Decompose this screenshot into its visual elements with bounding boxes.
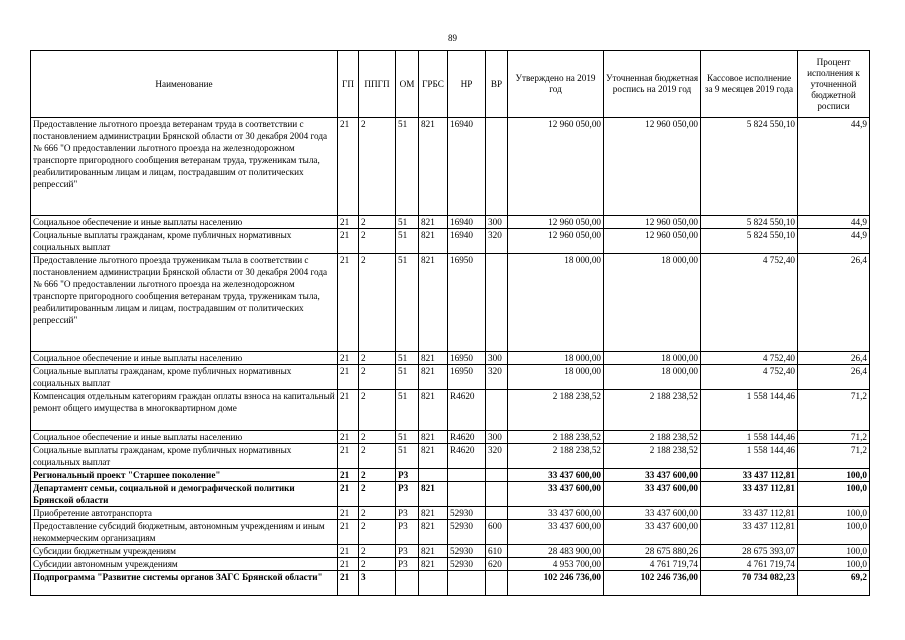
row-vr-cell bbox=[486, 571, 508, 596]
row-approved-cell: 33 437 600,00 bbox=[508, 482, 604, 507]
header-om: ОМ bbox=[396, 51, 419, 118]
row-grbs-cell: 821 bbox=[419, 507, 448, 520]
row-name-cell: Региональный проект "Старшее поколение" bbox=[31, 469, 338, 482]
row-om-cell: 51 bbox=[396, 444, 419, 469]
row-om-cell: 51 bbox=[396, 229, 419, 254]
row-nr-cell bbox=[448, 482, 486, 507]
row-revised-cell: 18 000,00 bbox=[604, 254, 701, 352]
row-grbs-cell: 821 bbox=[419, 558, 448, 571]
row-vr-cell: 600 bbox=[486, 520, 508, 545]
row-revised-cell: 12 960 050,00 bbox=[604, 216, 701, 229]
row-grbs-cell bbox=[419, 469, 448, 482]
row-approved-cell: 12 960 050,00 bbox=[508, 216, 604, 229]
row-percent-cell: 71,2 bbox=[798, 390, 870, 431]
row-vr-cell bbox=[486, 390, 508, 431]
row-nr-cell: R4620 bbox=[448, 431, 486, 444]
row-om-cell: P3 bbox=[396, 520, 419, 545]
row-gp-cell: 21 bbox=[338, 545, 359, 558]
row-ppgp-cell: 2 bbox=[359, 558, 396, 571]
row-gp-cell: 21 bbox=[338, 558, 359, 571]
header-name: Наименование bbox=[31, 51, 338, 118]
row-percent-cell: 100,0 bbox=[798, 520, 870, 545]
row-cash-cell: 1 558 144,46 bbox=[701, 390, 798, 431]
row-grbs-cell: 821 bbox=[419, 390, 448, 431]
row-percent-cell: 44,9 bbox=[798, 118, 870, 216]
row-revised-cell: 2 188 238,52 bbox=[604, 431, 701, 444]
row-name-cell: Субсидии бюджетным учреждениям bbox=[31, 545, 338, 558]
row-vr-cell: 320 bbox=[486, 365, 508, 390]
row-revised-cell: 33 437 600,00 bbox=[604, 520, 701, 545]
header-cash: Кассовое исполнение за 9 месяцев 2019 года bbox=[701, 51, 798, 118]
table-row bbox=[31, 444, 870, 469]
row-gp-cell: 21 bbox=[338, 507, 359, 520]
row-approved-cell: 18 000,00 bbox=[508, 254, 604, 352]
row-om-cell: 51 bbox=[396, 254, 419, 352]
row-nr-cell: 16940 bbox=[448, 216, 486, 229]
row-name-cell: Предоставление льготного проезда ветеранам труда в соответствии с постановлением администрации Брянской области от 30 декабря 2004 года № 666 "О предоставлении льготного проезда на железнодорожном транспорте пригородного сообщения ветеранам труда, труженикам тыла, реабилитированным лицам и лицам, пострадавшим от политических репрессий" bbox=[31, 118, 338, 216]
row-om-cell: P3 bbox=[396, 558, 419, 571]
row-gp-cell: 21 bbox=[338, 118, 359, 216]
row-gp-cell: 21 bbox=[338, 352, 359, 365]
row-percent-cell: 71,2 bbox=[798, 444, 870, 469]
row-name-cell: Компенсация отдельным категориям граждан оплаты взноса на капитальный ремонт общего имущества в многоквартирном доме bbox=[31, 390, 338, 431]
row-revised-cell: 18 000,00 bbox=[604, 352, 701, 365]
row-revised-cell: 28 675 880,26 bbox=[604, 545, 701, 558]
row-nr-cell: 52930 bbox=[448, 545, 486, 558]
row-name-cell: Департамент семьи, социальной и демографической политики Брянской области bbox=[31, 482, 338, 507]
header-revised: Уточненная бюджетная роспись на 2019 год bbox=[604, 51, 701, 118]
row-percent-cell: 100,0 bbox=[798, 545, 870, 558]
row-cash-cell: 4 761 719,74 bbox=[701, 558, 798, 571]
row-gp-cell: 21 bbox=[338, 365, 359, 390]
row-revised-cell: 2 188 238,52 bbox=[604, 390, 701, 431]
row-cash-cell: 33 437 112,81 bbox=[701, 469, 798, 482]
row-nr-cell: 16940 bbox=[448, 229, 486, 254]
row-grbs-cell: 821 bbox=[419, 444, 448, 469]
table-body bbox=[31, 118, 870, 596]
row-gp-cell: 21 bbox=[338, 390, 359, 431]
row-nr-cell: 52930 bbox=[448, 558, 486, 571]
row-vr-cell bbox=[486, 118, 508, 216]
row-ppgp-cell: 2 bbox=[359, 520, 396, 545]
row-name-cell: Подпрограмма "Развитие системы органов ЗАГС Брянской области" bbox=[31, 571, 338, 596]
row-percent-cell: 100,0 bbox=[798, 507, 870, 520]
row-om-cell bbox=[396, 571, 419, 596]
header-approved: Утверждено на 2019 год bbox=[508, 51, 604, 118]
row-vr-cell: 300 bbox=[486, 352, 508, 365]
row-approved-cell: 12 960 050,00 bbox=[508, 118, 604, 216]
table-header-row bbox=[31, 51, 870, 118]
row-grbs-cell bbox=[419, 571, 448, 596]
row-revised-cell: 102 246 736,00 bbox=[604, 571, 701, 596]
row-ppgp-cell: 2 bbox=[359, 482, 396, 507]
row-nr-cell: 16950 bbox=[448, 352, 486, 365]
row-cash-cell: 5 824 550,10 bbox=[701, 118, 798, 216]
table-row bbox=[31, 482, 870, 507]
header-nr: НР bbox=[448, 51, 486, 118]
row-revised-cell: 33 437 600,00 bbox=[604, 507, 701, 520]
row-vr-cell: 610 bbox=[486, 545, 508, 558]
row-name-cell: Социальные выплаты гражданам, кроме публичных нормативных социальных выплат bbox=[31, 365, 338, 390]
row-nr-cell: 16950 bbox=[448, 365, 486, 390]
row-ppgp-cell: 2 bbox=[359, 469, 396, 482]
row-vr-cell bbox=[486, 469, 508, 482]
row-cash-cell: 1 558 144,46 bbox=[701, 431, 798, 444]
row-grbs-cell: 821 bbox=[419, 482, 448, 507]
row-nr-cell: 16950 bbox=[448, 254, 486, 352]
row-cash-cell: 4 752,40 bbox=[701, 352, 798, 365]
row-om-cell: 51 bbox=[396, 390, 419, 431]
row-gp-cell: 21 bbox=[338, 216, 359, 229]
row-name-cell: Социальное обеспечение и иные выплаты населению bbox=[31, 431, 338, 444]
row-cash-cell: 4 752,40 bbox=[701, 254, 798, 352]
table-row bbox=[31, 216, 870, 229]
table-row bbox=[31, 352, 870, 365]
row-cash-cell: 5 824 550,10 bbox=[701, 229, 798, 254]
row-om-cell: P3 bbox=[396, 482, 419, 507]
row-ppgp-cell: 2 bbox=[359, 444, 396, 469]
row-revised-cell: 4 761 719,74 bbox=[604, 558, 701, 571]
row-revised-cell: 33 437 600,00 bbox=[604, 482, 701, 507]
row-approved-cell: 18 000,00 bbox=[508, 365, 604, 390]
row-grbs-cell: 821 bbox=[419, 545, 448, 558]
row-gp-cell: 21 bbox=[338, 431, 359, 444]
page-number: 89 bbox=[448, 33, 457, 43]
row-percent-cell: 100,0 bbox=[798, 558, 870, 571]
row-nr-cell: 16940 bbox=[448, 118, 486, 216]
table-row bbox=[31, 365, 870, 390]
row-grbs-cell: 821 bbox=[419, 118, 448, 216]
row-approved-cell: 2 188 238,52 bbox=[508, 390, 604, 431]
row-name-cell: Социальные выплаты гражданам, кроме публичных нормативных социальных выплат bbox=[31, 229, 338, 254]
row-name-cell: Социальные выплаты гражданам, кроме публичных нормативных социальных выплат bbox=[31, 444, 338, 469]
row-vr-cell: 300 bbox=[486, 216, 508, 229]
row-ppgp-cell: 2 bbox=[359, 507, 396, 520]
table-row bbox=[31, 469, 870, 482]
row-percent-cell: 44,9 bbox=[798, 216, 870, 229]
row-nr-cell: R4620 bbox=[448, 444, 486, 469]
row-revised-cell: 12 960 050,00 bbox=[604, 118, 701, 216]
row-grbs-cell: 821 bbox=[419, 365, 448, 390]
row-gp-cell: 21 bbox=[338, 444, 359, 469]
header-gp: ГП bbox=[338, 51, 359, 118]
header-percent: Процент исполнения к уточненной бюджетной росписи bbox=[798, 51, 870, 118]
table-row bbox=[31, 507, 870, 520]
row-ppgp-cell: 2 bbox=[359, 390, 396, 431]
row-ppgp-cell: 2 bbox=[359, 229, 396, 254]
row-ppgp-cell: 2 bbox=[359, 365, 396, 390]
row-om-cell: P3 bbox=[396, 545, 419, 558]
row-approved-cell: 2 188 238,52 bbox=[508, 431, 604, 444]
table-row bbox=[31, 118, 870, 216]
row-name-cell: Субсидии автономным учреждениям bbox=[31, 558, 338, 571]
row-revised-cell: 18 000,00 bbox=[604, 365, 701, 390]
row-om-cell: 51 bbox=[396, 118, 419, 216]
row-ppgp-cell: 2 bbox=[359, 352, 396, 365]
header-vr: ВР bbox=[486, 51, 508, 118]
table-row bbox=[31, 431, 870, 444]
row-percent-cell: 26,4 bbox=[798, 352, 870, 365]
row-gp-cell: 21 bbox=[338, 520, 359, 545]
row-cash-cell: 33 437 112,81 bbox=[701, 520, 798, 545]
row-ppgp-cell: 2 bbox=[359, 254, 396, 352]
row-ppgp-cell: 2 bbox=[359, 118, 396, 216]
row-gp-cell: 21 bbox=[338, 469, 359, 482]
table-row bbox=[31, 254, 870, 352]
row-om-cell: P3 bbox=[396, 507, 419, 520]
table-row bbox=[31, 229, 870, 254]
row-grbs-cell: 821 bbox=[419, 352, 448, 365]
row-nr-cell bbox=[448, 571, 486, 596]
row-nr-cell: 52930 bbox=[448, 507, 486, 520]
budget-table bbox=[30, 50, 870, 596]
row-name-cell: Предоставление субсидий бюджетным, автономным учреждениям и иным некоммерческим организациям bbox=[31, 520, 338, 545]
row-approved-cell: 4 953 700,00 bbox=[508, 558, 604, 571]
row-cash-cell: 1 558 144,46 bbox=[701, 444, 798, 469]
row-om-cell: P3 bbox=[396, 469, 419, 482]
row-om-cell: 51 bbox=[396, 431, 419, 444]
row-revised-cell: 2 188 238,52 bbox=[604, 444, 701, 469]
row-om-cell: 51 bbox=[396, 365, 419, 390]
row-percent-cell: 69,2 bbox=[798, 571, 870, 596]
row-name-cell: Социальное обеспечение и иные выплаты населению bbox=[31, 352, 338, 365]
row-gp-cell: 21 bbox=[338, 482, 359, 507]
row-cash-cell: 33 437 112,81 bbox=[701, 482, 798, 507]
row-grbs-cell: 821 bbox=[419, 431, 448, 444]
table-row bbox=[31, 558, 870, 571]
row-name-cell: Приобретение автотранспорта bbox=[31, 507, 338, 520]
row-gp-cell: 21 bbox=[338, 229, 359, 254]
header-grbs: ГРБС bbox=[419, 51, 448, 118]
row-approved-cell: 33 437 600,00 bbox=[508, 520, 604, 545]
table-row bbox=[31, 520, 870, 545]
row-revised-cell: 12 960 050,00 bbox=[604, 229, 701, 254]
row-om-cell: 51 bbox=[396, 352, 419, 365]
row-vr-cell bbox=[486, 254, 508, 352]
row-vr-cell: 320 bbox=[486, 444, 508, 469]
table-row bbox=[31, 571, 870, 596]
row-ppgp-cell: 3 bbox=[359, 571, 396, 596]
row-vr-cell bbox=[486, 482, 508, 507]
table-row bbox=[31, 390, 870, 431]
row-ppgp-cell: 2 bbox=[359, 216, 396, 229]
row-vr-cell bbox=[486, 507, 508, 520]
row-grbs-cell: 821 bbox=[419, 520, 448, 545]
row-gp-cell: 21 bbox=[338, 254, 359, 352]
header-ppgp: ППГП bbox=[359, 51, 396, 118]
row-cash-cell: 33 437 112,81 bbox=[701, 507, 798, 520]
row-nr-cell: 52930 bbox=[448, 520, 486, 545]
row-cash-cell: 5 824 550,10 bbox=[701, 216, 798, 229]
row-approved-cell: 33 437 600,00 bbox=[508, 469, 604, 482]
row-approved-cell: 28 483 900,00 bbox=[508, 545, 604, 558]
row-percent-cell: 100,0 bbox=[798, 482, 870, 507]
row-approved-cell: 18 000,00 bbox=[508, 352, 604, 365]
row-name-cell: Социальное обеспечение и иные выплаты населению bbox=[31, 216, 338, 229]
row-percent-cell: 26,4 bbox=[798, 254, 870, 352]
table-row bbox=[31, 545, 870, 558]
row-vr-cell: 300 bbox=[486, 431, 508, 444]
row-vr-cell: 320 bbox=[486, 229, 508, 254]
row-percent-cell: 100,0 bbox=[798, 469, 870, 482]
row-name-cell: Предоставление льготного проезда труженикам тыла в соответствии с постановлением администрации Брянской области от 30 декабря 2004 года № 666 "О предоставлении льготного проезда на железнодорожном транспорте пригородного сообщения ветеранам труда, труженикам тыла, реабилитированным лицам и лицам, пострадавшим от политических репрессий" bbox=[31, 254, 338, 352]
row-gp-cell: 21 bbox=[338, 571, 359, 596]
row-approved-cell: 33 437 600,00 bbox=[508, 507, 604, 520]
row-om-cell: 51 bbox=[396, 216, 419, 229]
row-percent-cell: 71,2 bbox=[798, 431, 870, 444]
row-approved-cell: 2 188 238,52 bbox=[508, 444, 604, 469]
row-ppgp-cell: 2 bbox=[359, 545, 396, 558]
row-cash-cell: 4 752,40 bbox=[701, 365, 798, 390]
row-revised-cell: 33 437 600,00 bbox=[604, 469, 701, 482]
row-nr-cell: R4620 bbox=[448, 390, 486, 431]
row-cash-cell: 28 675 393,07 bbox=[701, 545, 798, 558]
row-vr-cell: 620 bbox=[486, 558, 508, 571]
row-grbs-cell: 821 bbox=[419, 229, 448, 254]
row-cash-cell: 70 734 082,23 bbox=[701, 571, 798, 596]
row-grbs-cell: 821 bbox=[419, 216, 448, 229]
row-approved-cell: 12 960 050,00 bbox=[508, 229, 604, 254]
row-approved-cell: 102 246 736,00 bbox=[508, 571, 604, 596]
row-grbs-cell: 821 bbox=[419, 254, 448, 352]
row-nr-cell bbox=[448, 469, 486, 482]
row-percent-cell: 44,9 bbox=[798, 229, 870, 254]
row-ppgp-cell: 2 bbox=[359, 431, 396, 444]
row-percent-cell: 26,4 bbox=[798, 365, 870, 390]
